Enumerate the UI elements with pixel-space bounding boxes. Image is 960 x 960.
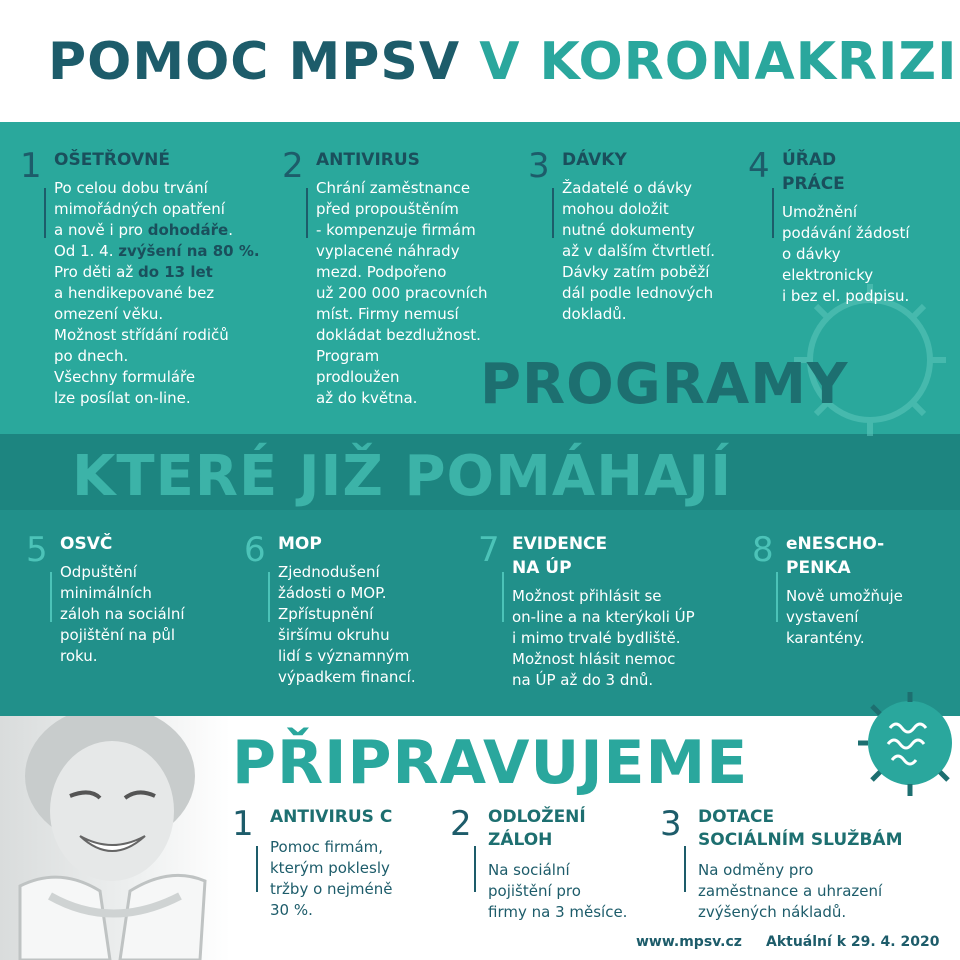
upcoming-number: 1 — [232, 804, 254, 844]
program-description: Zjednodušení žádosti o MOP. Zpřístupnění širšímu okruhu lidí s významným výpadkem financí. — [278, 563, 416, 686]
programy-heading: PROGRAMY — [480, 352, 849, 417]
program-heading-line: ÚŘAD — [782, 150, 837, 170]
program-divider — [50, 572, 52, 622]
title-bar — [0, 0, 960, 120]
program-divider — [306, 188, 308, 238]
program-number: 1 — [20, 146, 42, 186]
program-heading-line: eNESCHO- — [786, 534, 885, 554]
virus-icon — [850, 688, 960, 808]
emphasis-text: zvýšení na 80 %. — [118, 242, 260, 260]
upcoming-description: Pomoc firmám, kterým poklesly tržby o nejméně 30 %. — [270, 838, 393, 919]
upcoming-description: Na sociální pojištění pro firmy na 3 měsíce. — [488, 861, 628, 921]
program-heading — [60, 532, 112, 556]
emphasis-text: dohodáře — [147, 221, 229, 239]
website-link[interactable]: www.mpsv.cz — [636, 934, 742, 950]
program-heading — [562, 148, 627, 172]
program-number: 8 — [752, 530, 774, 570]
program-description: Odpuštění minimálních záloh na sociální pojištění na půl roku. — [60, 563, 185, 665]
program-description: Po celou dobu trvání mimořádných opatření a nově i pro dohodáře. Od 1. 4. zvýšení na 80 %. Pro děti až do 13 let a hendikepované bez omezení věku. Možnost střídání rodičů po dnech. Všechny formuláře lze posílat on-line. — [54, 179, 260, 407]
program-description: Nově umožňuje vystavení karantény. — [786, 587, 903, 647]
program-heading-line: ANTIVIRUS — [316, 150, 420, 170]
ktere-pomahaji-heading: KTERÉ JIŽ POMÁHAJÍ — [72, 444, 733, 509]
upcoming-divider — [684, 846, 686, 892]
program-heading — [278, 532, 322, 556]
title-part-1: POMOC MPSV — [48, 32, 461, 92]
program-description: Chrání zaměstnance před propouštěním - kompenzuje firmám vyplacené náhrady mezd. Podpořeno už 200 000 pracovních míst. Firmy nemusí dokládat bezdlužnost. Program prodloužen až do května. — [316, 179, 488, 407]
upcoming-heading — [488, 806, 586, 852]
program-number: 6 — [244, 530, 266, 570]
upcoming-heading-line: ANTIVIRUS C — [270, 807, 393, 827]
person-illustration — [0, 716, 230, 960]
person-photo — [0, 716, 230, 960]
program-heading — [782, 148, 845, 196]
upcoming-heading-line: SOCIÁLNÍM SLUŽBÁM — [698, 830, 903, 850]
program-divider — [772, 188, 774, 238]
program-description: Možnost přihlásit se on-line a na kterýkoli ÚP i mimo trvalé bydliště. Možnost hlásit nemoc na ÚP až do 3 dnů. — [512, 587, 695, 689]
program-number: 2 — [282, 146, 304, 186]
program-heading — [512, 532, 607, 580]
upcoming-number: 3 — [660, 804, 682, 844]
program-divider — [44, 188, 46, 238]
program-heading-line: NA ÚP — [512, 558, 572, 578]
upcoming-divider — [256, 846, 258, 892]
emphasis-text: do 13 let — [137, 263, 213, 281]
program-heading-line: PRÁCE — [782, 174, 845, 194]
program-number: 3 — [528, 146, 550, 186]
program-heading-line: EVIDENCE — [512, 534, 608, 554]
pripravujeme-heading: PŘIPRAVUJEME — [232, 728, 749, 798]
upcoming-heading — [270, 806, 392, 829]
program-heading-line: MOP — [278, 534, 322, 554]
program-heading-line: OŠETŘOVNÉ — [54, 150, 170, 170]
program-divider — [502, 572, 504, 622]
program-divider — [776, 572, 778, 622]
upcoming-number: 2 — [450, 804, 472, 844]
program-divider — [268, 572, 270, 622]
upcoming-description: Na odměny pro zaměstnance a uhrazení zvýšených nákladů. — [698, 861, 883, 921]
program-heading — [316, 148, 420, 172]
title-part-2: V KORONAKRIZI — [479, 32, 958, 92]
program-number: 7 — [478, 530, 500, 570]
page-title — [48, 32, 957, 92]
program-divider — [552, 188, 554, 238]
upcoming-heading-line: DOTACE — [698, 807, 775, 827]
upcoming-heading-line: ODLOŽENÍ — [488, 807, 586, 827]
program-number: 5 — [26, 530, 48, 570]
program-heading — [54, 148, 170, 172]
program-heading-line: OSVČ — [60, 534, 113, 554]
upcoming-heading — [698, 806, 903, 852]
upcoming-divider — [474, 846, 476, 892]
program-description: Umožnění podávání žádostí o dávky elektronicky i bez el. podpisu. — [782, 203, 910, 305]
program-heading — [786, 532, 884, 580]
updated-date: Aktuální k 29. 4. 2020 — [766, 934, 940, 950]
program-heading-line: PENKA — [786, 558, 851, 578]
program-description: Žadatelé o dávky mohou doložit nutné dokumenty až v dalším čtvrtletí. Dávky zatím poběží dál podle lednových dokladů. — [562, 179, 715, 323]
upcoming-heading-line: ZÁLOH — [488, 830, 553, 850]
program-heading-line: DÁVKY — [562, 150, 627, 170]
program-number: 4 — [748, 146, 770, 186]
